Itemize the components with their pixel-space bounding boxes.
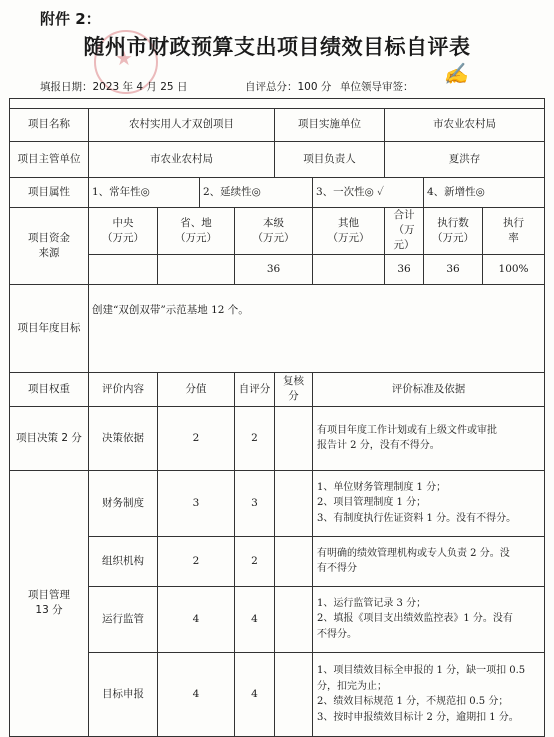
decision-value: 2 — [158, 406, 235, 470]
decision-content: 决策依据 — [89, 406, 158, 470]
mgmt-review — [275, 586, 313, 652]
management-weight: 项目管理 13 分 — [10, 470, 89, 736]
score-header-row — [10, 372, 545, 406]
mgmt-criteria: 1、单位财务管理制度 1 分； 2、项目管理制度 1 分； 3、有制度执行佐证资料 1 分。没有不得分。 — [313, 470, 545, 536]
mgmt-row-finance — [10, 470, 545, 536]
mgmt-review — [275, 652, 313, 736]
mgmt-review — [275, 470, 313, 536]
handwritten-signature: ✍ — [442, 61, 469, 87]
fund-source-label: 项目资金 来源 — [10, 208, 89, 285]
document-title: 随州市财政预算支出项目绩效目标自评表 — [83, 35, 471, 59]
fund-province-value — [158, 254, 235, 284]
impl-unit-value: 市农业农村局 — [385, 109, 545, 142]
fund-exec-value: 36 — [424, 254, 483, 284]
annual-goal-label: 项目年度目标 — [10, 284, 89, 372]
fill-date: 填报日期：2023 年 4 月 25 日 — [40, 81, 188, 93]
leader-person-value: 夏洪存 — [385, 142, 545, 178]
mgmt-content: 财务制度 — [89, 470, 158, 536]
impl-unit-label: 项目实施单位 — [275, 109, 385, 142]
mgmt-content: 组织机构 — [89, 536, 158, 586]
decision-weight: 项目决策 2 分 — [10, 406, 89, 470]
project-name-label: 项目名称 — [10, 109, 89, 142]
header-criteria: 评价标准及依据 — [313, 372, 545, 406]
annual-goal-value: 创建“双创双带”示范基地 12 个。 — [89, 284, 545, 372]
attachment-label: 附件 2： — [40, 10, 101, 28]
decision-self: 2 — [235, 406, 275, 470]
header-content: 评价内容 — [89, 372, 158, 406]
mgmt-criteria: 1、项目绩效目标全申报的 1 分，缺一项扣 0.5 分，扣完为止； 2、绩效目标规范 1 分，不规范扣 0.5 分； 3、按时申报绩效目标计 2 分，逾期扣 1 分。 — [313, 652, 545, 736]
fund-central-header: 中央 （万元） — [89, 208, 158, 255]
dept-value: 市农业农村局 — [89, 142, 275, 178]
attr-continuing: 2、延续性◎ — [200, 178, 313, 208]
mgmt-row-supervision — [10, 586, 545, 652]
evaluation-table — [9, 98, 545, 737]
mgmt-criteria: 有明确的绩效管理机构或专人负责 2 分。没 有不得分 — [313, 536, 545, 586]
header-weight: 项目权重 — [10, 372, 89, 406]
header-review: 复核分 — [275, 372, 313, 406]
fund-value-row — [10, 254, 545, 284]
attr-onetime: 3、一次性◎ ✓ — [313, 178, 424, 208]
dept-row — [10, 142, 545, 178]
fund-other-header: 其他 （万元） — [313, 208, 385, 255]
mgmt-self: 3 — [235, 470, 275, 536]
fund-total-value: 36 — [385, 254, 424, 284]
fund-header-row — [10, 208, 545, 255]
fund-exec-header: 执行数 （万元） — [424, 208, 483, 255]
leader-person-label: 项目负责人 — [275, 142, 385, 178]
mgmt-review — [275, 536, 313, 586]
mgmt-self: 2 — [235, 536, 275, 586]
project-name-value: 农村实用人才双创项目 — [89, 109, 275, 142]
mgmt-self: 4 — [235, 586, 275, 652]
fund-other-value — [313, 254, 385, 284]
annual-goal-row — [10, 284, 545, 372]
project-name-row — [10, 109, 545, 142]
fund-province-header: 省、地 （万元） — [158, 208, 235, 255]
header-value: 分值 — [158, 372, 235, 406]
mgmt-value: 2 — [158, 536, 235, 586]
attr-new: 4、新增性◎ — [424, 178, 545, 208]
leader-sign-label: 单位领导审签： — [340, 81, 414, 93]
decision-review — [275, 406, 313, 470]
mgmt-criteria: 1、运行监管记录 3 分； 2、填报《项目支出绩效监控表》1 分。没有 不得分。 — [313, 586, 545, 652]
fund-total-header: 合计 （万元） — [385, 208, 424, 255]
attr-annual: 1、常年性◎ — [89, 178, 200, 208]
dept-label: 项目主管单位 — [10, 142, 89, 178]
mgmt-value: 4 — [158, 586, 235, 652]
fund-rate-header: 执行 率 — [483, 208, 545, 255]
header-self: 自评分 — [235, 372, 275, 406]
fund-central-value — [89, 254, 158, 284]
attr-label: 项目属性 — [10, 178, 89, 208]
fund-rate-value: 100% — [483, 254, 545, 284]
fund-local-header: 本级 （万元） — [235, 208, 313, 255]
mgmt-row-target — [10, 652, 545, 736]
mgmt-value: 3 — [158, 470, 235, 536]
mgmt-content: 目标申报 — [89, 652, 158, 736]
mgmt-content: 运行监管 — [89, 586, 158, 652]
total-score: 自评总分：100 分 — [245, 81, 332, 93]
mgmt-value: 4 — [158, 652, 235, 736]
mgmt-self: 4 — [235, 652, 275, 736]
fund-local-value: 36 — [235, 254, 313, 284]
top-spacer-row — [10, 99, 545, 109]
decision-criteria: 有项目年度工作计划或有上级文件或审批 报告计 2 分，没有不得分。 — [313, 406, 545, 470]
attribute-row — [10, 178, 545, 208]
decision-row — [10, 406, 545, 470]
mgmt-row-org — [10, 536, 545, 586]
